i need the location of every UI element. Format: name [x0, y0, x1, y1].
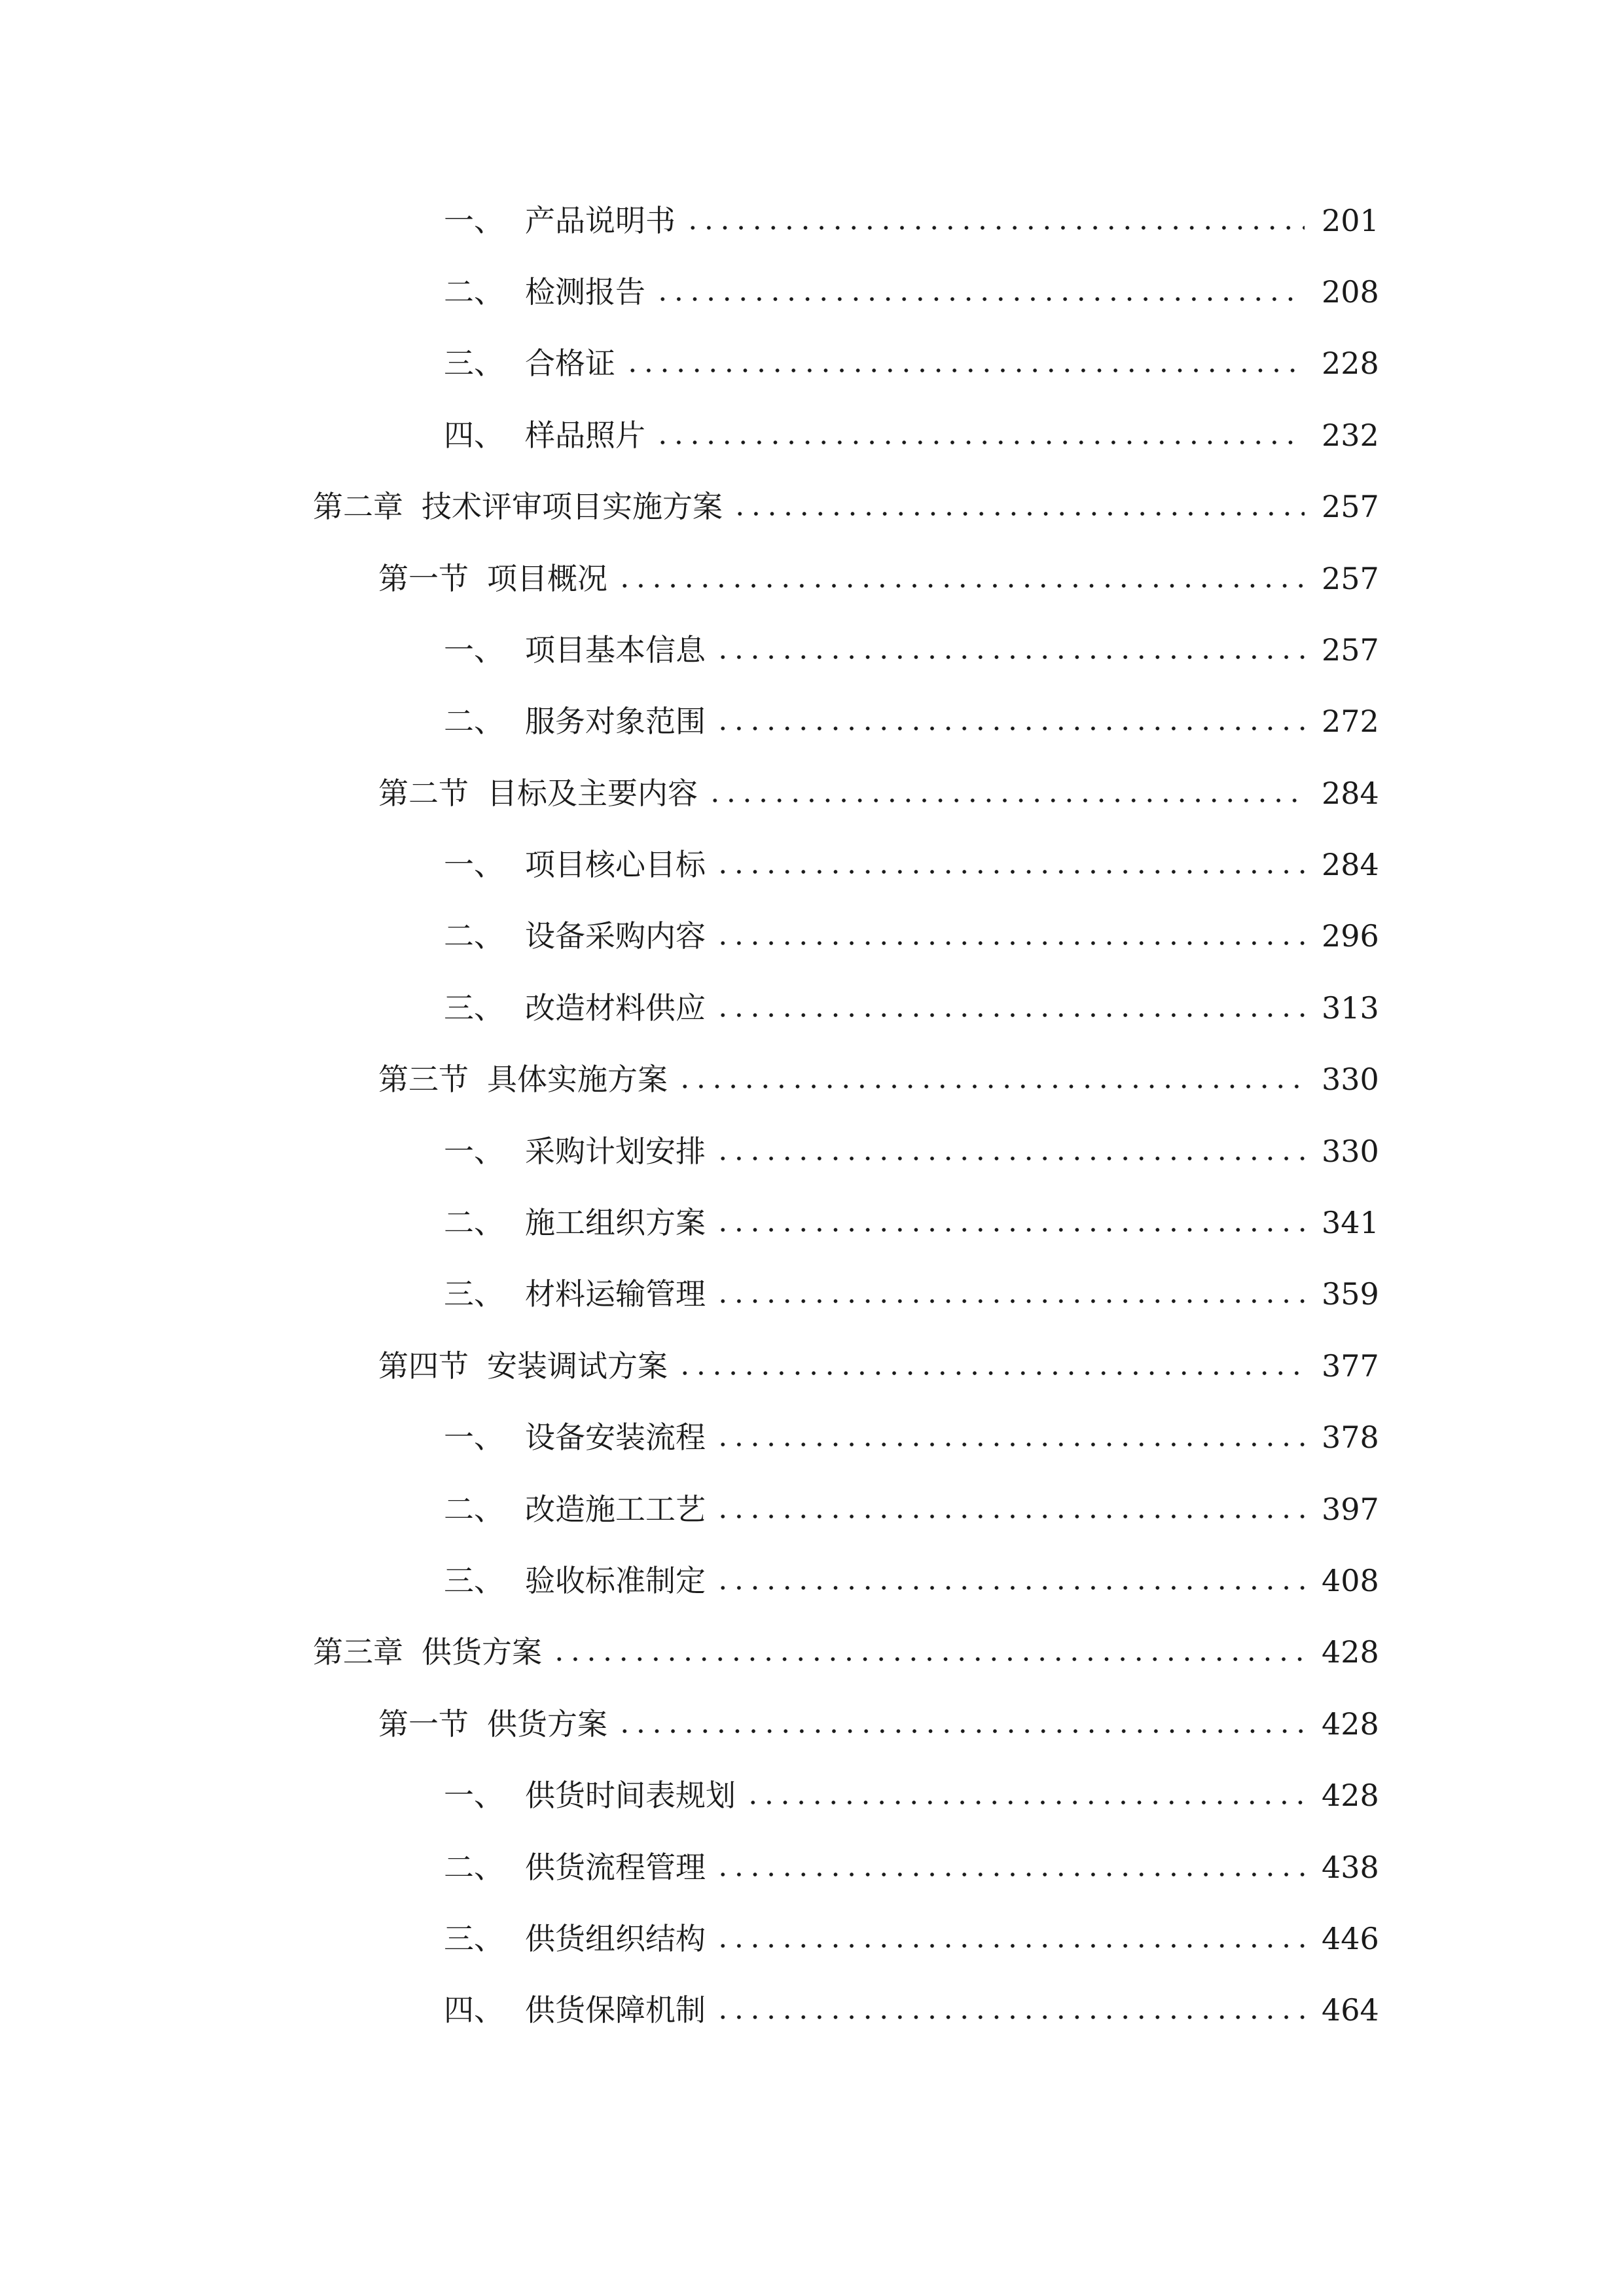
toc-entry-section[interactable]	[378, 1340, 1377, 1392]
dot-leader	[715, 1299, 1305, 1303]
toc-entry[interactable]	[444, 1411, 1377, 1463]
toc-entry[interactable]	[444, 1841, 1377, 1893]
dot-leader	[715, 2015, 1305, 2019]
dot-leader	[617, 584, 1305, 588]
dot-leader	[685, 226, 1305, 230]
dot-leader	[551, 1657, 1305, 1661]
toc-entry[interactable]	[444, 194, 1377, 247]
toc-entry-page-number: 257	[1322, 632, 1379, 668]
toc-entry-page-number: 428	[1322, 1706, 1379, 1742]
dot-leader	[745, 1801, 1305, 1804]
toc-entry-number: 二、	[444, 918, 504, 954]
toc-entry-title: 改造材料供应	[525, 990, 706, 1026]
toc-entry-number: 一、	[444, 1420, 504, 1455]
dot-leader	[715, 726, 1305, 730]
toc-entry-page-number: 284	[1322, 847, 1379, 882]
toc-entry-title: 设备安装流程	[525, 1420, 706, 1455]
toc-entry-number: 三、	[444, 346, 504, 381]
toc-entry-number: 第二章	[313, 489, 403, 524]
toc-entry-title: 具体实施方案	[487, 1062, 668, 1097]
toc-entry-number: 二、	[444, 1492, 504, 1527]
dot-leader	[715, 1515, 1305, 1518]
dot-leader	[732, 512, 1305, 516]
toc-entry-number: 四、	[444, 418, 504, 453]
toc-entry-section[interactable]	[378, 552, 1377, 605]
toc-entry-page-number: 272	[1322, 704, 1379, 739]
toc-entry-number: 三、	[444, 1563, 504, 1598]
toc-entry-number: 第三章	[313, 1634, 403, 1670]
toc-entry-title: 安装调试方案	[487, 1348, 668, 1384]
toc-entry-page-number: 341	[1322, 1205, 1379, 1240]
toc-entry[interactable]	[444, 1196, 1377, 1249]
toc-entry-chapter[interactable]	[313, 1626, 1377, 1678]
toc-entry[interactable]	[444, 1483, 1377, 1535]
toc-entry[interactable]	[444, 695, 1377, 747]
toc-entry-number: 一、	[444, 1134, 504, 1169]
toc-entry-page-number: 330	[1322, 1062, 1379, 1097]
toc-entry[interactable]	[444, 266, 1377, 318]
toc-entry-page-number: 377	[1322, 1348, 1379, 1384]
dot-leader	[715, 870, 1305, 874]
toc-entry-number: 二、	[444, 274, 504, 310]
toc-entry-title: 技术评审项目实施方案	[422, 489, 723, 524]
toc-entry-page-number: 208	[1322, 274, 1379, 310]
toc-entry-page-number: 232	[1322, 418, 1379, 453]
toc-entry-page-number: 408	[1322, 1563, 1379, 1598]
toc-entry-number: 第二节	[378, 776, 469, 811]
toc-entry-page-number: 201	[1322, 203, 1379, 238]
toc-entry[interactable]	[444, 337, 1377, 389]
dot-leader	[715, 1944, 1305, 1948]
toc-entry-title: 供货组织结构	[525, 1921, 706, 1956]
toc-entry-section[interactable]	[378, 1053, 1377, 1105]
dot-leader	[715, 1228, 1305, 1232]
toc-entry-page-number: 428	[1322, 1778, 1379, 1813]
toc-entry[interactable]	[444, 1125, 1377, 1177]
toc-entry[interactable]	[444, 624, 1377, 676]
toc-entry-page-number: 257	[1322, 561, 1379, 596]
toc-entry-title: 供货方案	[422, 1634, 542, 1670]
toc-entry-page-number: 464	[1322, 1992, 1379, 2028]
toc-entry-page-number: 428	[1322, 1634, 1379, 1670]
toc-entry-section[interactable]	[378, 767, 1377, 819]
toc-entry-number: 一、	[444, 203, 504, 238]
toc-entry[interactable]	[444, 838, 1377, 891]
dot-leader	[655, 440, 1305, 444]
toc-entry-chapter[interactable]	[313, 480, 1377, 533]
toc-entry-page-number: 284	[1322, 776, 1379, 811]
dot-leader	[707, 798, 1305, 802]
dot-leader	[677, 1085, 1305, 1088]
toc-entry-number: 二、	[444, 1850, 504, 1885]
toc-entry-title: 项目基本信息	[525, 632, 706, 668]
dot-leader	[715, 1873, 1305, 1876]
toc-entry-section[interactable]	[378, 1698, 1377, 1750]
toc-entry-number: 三、	[444, 1276, 504, 1312]
toc-entry-title: 项目概况	[487, 561, 607, 596]
toc-entry-page-number: 228	[1322, 346, 1379, 381]
toc-entry-page-number: 330	[1322, 1134, 1379, 1169]
dot-leader	[715, 1157, 1305, 1160]
toc-entry-page-number: 313	[1322, 990, 1379, 1026]
toc-entry-title: 供货方案	[487, 1706, 607, 1742]
toc-entry[interactable]	[444, 1268, 1377, 1320]
toc-entry[interactable]	[444, 1769, 1377, 1821]
dot-leader	[617, 1729, 1305, 1733]
toc-entry[interactable]	[444, 409, 1377, 461]
dot-leader	[715, 1443, 1305, 1446]
dot-leader	[715, 1013, 1305, 1017]
toc-entry-title: 项目核心目标	[525, 847, 706, 882]
toc-entry-page-number: 438	[1322, 1850, 1379, 1885]
toc-entry-number: 三、	[444, 990, 504, 1026]
dot-leader	[655, 297, 1305, 301]
toc-entry-title: 检测报告	[525, 274, 645, 310]
dot-leader	[715, 941, 1305, 945]
dot-leader	[677, 1371, 1305, 1375]
toc-entry-page-number: 296	[1322, 918, 1379, 954]
toc-entry-title: 设备采购内容	[525, 918, 706, 954]
dot-leader	[624, 368, 1305, 372]
toc-entry-page-number: 397	[1322, 1492, 1379, 1527]
toc-entry-title: 供货时间表规划	[525, 1778, 736, 1813]
toc-entry-number: 第一节	[378, 561, 469, 596]
toc-entry-title: 目标及主要内容	[487, 776, 698, 811]
toc-entry[interactable]	[444, 1912, 1377, 1965]
toc-entry-title: 改造施工工艺	[525, 1492, 706, 1527]
toc-entry[interactable]	[444, 910, 1377, 962]
toc-entry-number: 二、	[444, 704, 504, 739]
toc-entry[interactable]	[444, 1984, 1377, 2036]
toc-entry-number: 一、	[444, 1778, 504, 1813]
toc-entry-number: 四、	[444, 1992, 504, 2028]
toc-entry-title: 施工组织方案	[525, 1205, 706, 1240]
toc-entry-page-number: 257	[1322, 489, 1379, 524]
toc-entry[interactable]	[444, 1554, 1377, 1607]
toc-entry-title: 样品照片	[525, 418, 645, 453]
toc-entry-title: 采购计划安排	[525, 1134, 706, 1169]
toc-entry-number: 第一节	[378, 1706, 469, 1742]
toc-entry-number: 二、	[444, 1205, 504, 1240]
toc-entry-title: 服务对象范围	[525, 704, 706, 739]
toc-entry-number: 一、	[444, 847, 504, 882]
toc-entry-number: 三、	[444, 1921, 504, 1956]
dot-leader	[715, 1586, 1305, 1590]
toc-entry[interactable]	[444, 982, 1377, 1034]
toc-entry-title: 供货保障机制	[525, 1992, 706, 2028]
dot-leader	[715, 655, 1305, 659]
toc-entry-number: 一、	[444, 632, 504, 668]
toc-entry-title: 验收标准制定	[525, 1563, 706, 1598]
toc-entry-number: 第四节	[378, 1348, 469, 1384]
toc-entry-number: 第三节	[378, 1062, 469, 1097]
toc-entry-title: 产品说明书	[525, 203, 676, 238]
toc-entry-title: 合格证	[525, 346, 615, 381]
toc-entry-title: 供货流程管理	[525, 1850, 706, 1885]
toc-entry-title: 材料运输管理	[525, 1276, 706, 1312]
toc-entry-page-number: 359	[1322, 1276, 1379, 1312]
toc-entry-page-number: 446	[1322, 1921, 1379, 1956]
toc-entry-page-number: 378	[1322, 1420, 1379, 1455]
